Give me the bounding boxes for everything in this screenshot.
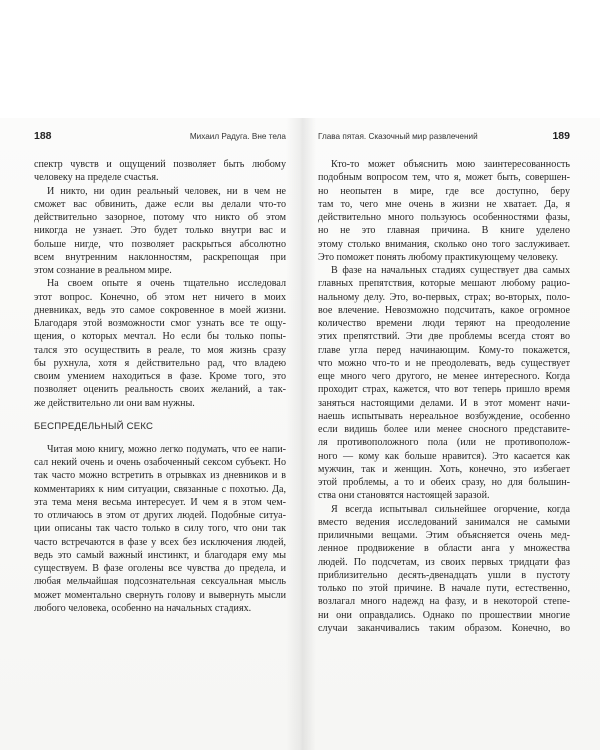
text-line: но не это главная причина. В книге уделено [318,225,570,237]
text-line: этом сознание в реальном мире. [34,265,172,276]
text-line: приличными вещами. Этим объясняется очень мед- [318,530,570,541]
text-line: людей. По подсчетам, из своих первых тридцати фаз [318,556,570,568]
text-line: подобным вопросом тем, что я, может быть, совершен- [318,172,570,184]
text-line: ства они становятся настоящей заразой. [318,490,490,502]
text-line: действительно зазорное, потому что никто об этом [34,212,286,223]
text-line: На своем опыте я очень тщательно исследовал [47,278,286,290]
text-line: только по этой причине. В начале пути, естественно, [318,583,570,594]
text-line: Я всегда испытывал сильнейшее огорчение, когда [331,503,570,515]
text-line: приблизительно десять-двенадцать ушли в пустоту [318,569,570,581]
text-line: ленное продвижение в области анга у множества [318,543,570,555]
text-line: всем внутренним наклонностям, раскрепощая при [34,251,286,263]
text-line: ного — кому как больше нравится). Это касается как [318,450,570,462]
text-line: человеку на пределе счастья. [34,172,159,184]
text-line: так часто можно встретить в отрывках из дневников и в [34,470,286,482]
text-line: ведь это самый важный инстинкт, и благодаря ему мы [34,549,286,561]
text-line: нальному делу. Это, во-первых, страх; во-вторых, поло- [318,291,570,303]
text-line: этих препятствий. Эти две проблемы всегда стоят во [318,331,570,343]
text-line: этой проблемы, а то и обеих сразу, но для большин- [318,477,570,488]
book-gutter [286,118,316,750]
text-line: вое влечение. Невозможно подсчитать, какое огромное [318,304,570,316]
left-page-header [34,131,286,145]
text-line: бы рухнула, хотя я действительно рад, что владею [34,357,286,369]
text-line: сал некий очень и очень озабоченный сексом субъект. Но [34,457,286,468]
text-line: вместо ведения исследований занимался не самыми [318,516,570,528]
right-page-header [318,131,570,145]
text-line: заняться настоящими делами. И в этот момент начи- [318,397,570,409]
text-line: проходит страх, кажется, что вот теперь пришло время [318,384,570,396]
text-line: больше нигде, что позволяет раскрыться абсолютно [34,238,286,250]
text-line: то отличаюсь в этом от других людей. Подобные ситуа- [34,510,286,521]
text-line: И никто, ни один реальный человек, ни в чем не [47,185,286,197]
text-line: что можно что-то и не преодолевать, ведь существует [318,357,570,369]
text-line: если видишь более или менее сносного представите- [318,424,570,435]
text-line: главе угла перед начинающим. Кому-то покажется, [318,344,570,356]
text-line: часто встречаются в фазе у всех без исключения людей, [34,536,286,548]
text-line: существуем. В фазе оголены все чувства до предела, и [34,563,286,574]
text-line: но неопытен в мире, где все доступно, беру [318,185,570,197]
text-line: щения, о которых мечтал. Но если бы только попы- [34,331,286,343]
text-line: же действительно ли они вам нужны. [34,397,195,409]
text-line: этот вопрос. Конечно, об этом нет ничего в моих [34,291,286,303]
text-line: Благодаря этой возможности смог узнать все те ощу- [34,318,286,329]
text-line: Кто-то может объяснить мою заинтересованность [331,159,570,170]
text-line: позволяет оценить реальность своих желаний, а так- [34,384,286,396]
right-page-body [318,158,570,635]
text-line: ции описаны так часто только в силу того, что они так [34,523,286,535]
left-page-number: 188 [34,130,52,142]
text-line: мужчин, так и женщин. Хоть, конечно, это избегает [318,463,570,475]
left-page [34,0,286,750]
text-line: ля противоположного пола (или не противополож- [318,437,570,449]
text-line: там то, чего мне очень в жизни не хватает. Да, я [318,198,570,210]
text-line: эта тема меня весьма интересует. И чем я в этом чем- [34,496,286,508]
text-line: наешь испытывать нереальное возбуждение, особенно [318,410,570,422]
right-page-number: 189 [552,130,570,142]
text-line: дневниках, ведь это самое сокровенное в моей жизни. [34,304,286,316]
text-line: действительно много пользуюсь особенностями фазы, [318,212,570,223]
text-line: никогда не узнает. Это будет только внутри вас и [34,225,286,237]
text-line: спектр чувств и ощущений позволяет быть любому [34,159,286,170]
text-line: комментариях к ним ситуации, связанные с похотью. Да, [34,483,286,495]
text-line: сможет вас обвинить, даже если вы делали что-то [34,198,286,210]
text-line: любого человека, особенно на начальных стадиях. [34,602,252,614]
section-heading: БЕСПРЕДЕЛЬНЫЙ СЕКС [34,420,154,432]
left-running-head: Михаил Радуга. Вне тела [189,132,286,141]
text-line: ни они оправдались. Однако по прошествии многие [318,609,570,621]
right-running-head: Глава пятая. Сказочный мир развлечений [318,132,478,141]
text-line: еще много чего другого, не менее интересного. Когда [318,371,570,382]
text-line: своим умением находиться в фазе. Кроме того, это [34,371,286,382]
text-line: любая мельчайшая подсознательная сексуальная мысль [34,576,286,588]
text-line: этому столько внимания, сколько оно того заслуживает. [318,238,570,250]
left-page-body [34,158,286,615]
text-line: главных препятствия, которые мешают любому рацио- [318,278,570,290]
text-line: случаи заканчивались таким образом. Конечно, во [318,622,570,634]
right-page [318,0,570,750]
text-line: тался это осуществить в реале, то моя жизнь сразу [34,344,286,356]
text-line: В фазе на начальных стадиях существует два самых [331,265,570,276]
text-line: возлагал много надежд на фазу, и в некоторой степе- [318,596,570,608]
text-line: Это поможет понять любому практикующему человеку. [318,251,558,263]
text-line: количество времени люди теряют на преодоление [318,318,570,329]
text-line: может моментально свернуть голову и вывернуть мысли [34,589,286,601]
text-line: Читая мою книгу, можно легко подумать, что ее напи- [47,443,286,455]
